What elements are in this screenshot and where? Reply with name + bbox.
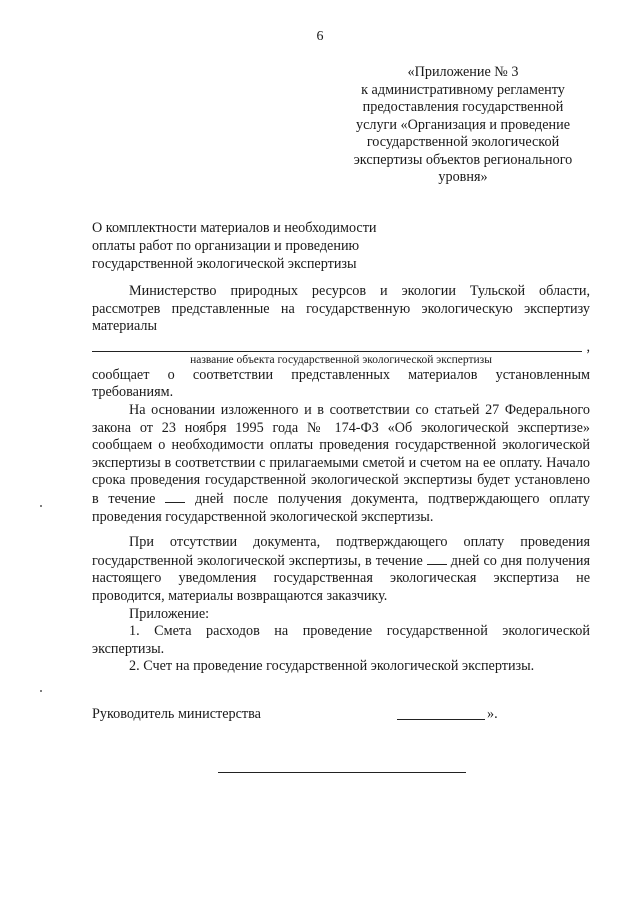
appendix-line: уровня»: [438, 169, 488, 185]
attachment-item: 1. Смета расходов на проведение государственной экологической экспертизы.: [92, 623, 590, 657]
attachments-label: Приложение:: [129, 605, 210, 622]
subject-line: О комплектности материалов и необходимости: [92, 220, 377, 236]
absence-text-1: При отсутствии документа, подтверждающего оплату проведения государственной экологической экспертизы, в течение: [92, 534, 590, 569]
subject-heading: [92, 220, 377, 273]
appendix-line: предоставления государственной: [362, 99, 564, 115]
scan-speck: [40, 690, 42, 692]
attachment-item: 2. Счет на проведение государственной экологической экспертизы.: [129, 658, 535, 675]
appendix-line: государственной экологической: [366, 134, 560, 150]
subject-line: государственной экологической экспертизы: [92, 255, 357, 272]
basis-text-1: На основании изложенного и в соответствии со статьей 27 Федерального закона от 23 ноября 1995 года № 174-ФЗ «Об экологической экспертизе» сообщаем о необходимости оплаты проведения государственной экологической экспертизы в соответствии с прилагаемыми сметой и счетом на ее оплату. Начало срока проведения государственной экологической экспертизы будет установлено в течение: [92, 401, 590, 507]
appendix-line: к административному регламенту: [361, 81, 565, 98]
intro-paragraph: Министерство природных ресурсов и экологии Тульской области, рассмотрев представленные на государственную экологическую экспертизу материалы: [92, 283, 590, 335]
conformity-paragraph: сообщает о соответствии представленных материалов установленным требованиям.: [92, 366, 590, 401]
letter-body: [92, 283, 590, 676]
appendix-line: экспертизы объектов регионального: [353, 151, 573, 168]
signature-line: [397, 719, 485, 720]
subject-line: оплаты работ по организации и проведению: [92, 237, 360, 254]
basis-text-2: дней после получения документа, подтверждающего оплату проведения государственной экологической экспертизы.: [92, 490, 591, 525]
appendix-header: [330, 64, 596, 187]
scan-speck: [40, 505, 42, 507]
signature-block: [92, 706, 590, 724]
days-blank: [165, 490, 185, 503]
signature-tail: ».: [487, 706, 498, 722]
object-name-blank: [92, 338, 590, 355]
bottom-rule: [218, 772, 466, 773]
appendix-line: «Приложение № 3: [407, 64, 519, 80]
page-number: 6: [316, 29, 324, 44]
appendix-line: услуги «Организация и проведение: [355, 116, 571, 133]
signature-label: Руководитель министерства: [92, 706, 261, 722]
basis-paragraph: [92, 402, 590, 526]
days-blank: [427, 552, 447, 565]
blank-comma: ,: [586, 338, 590, 355]
blank-caption: название объекта государственной экологической экспертизы: [190, 353, 492, 366]
absence-text-2: дней со дня получения настоящего уведомления государственная экологическая экспертиза не проводится, материалы возвращаются заказчику.: [92, 552, 591, 604]
absence-paragraph: [92, 534, 590, 605]
